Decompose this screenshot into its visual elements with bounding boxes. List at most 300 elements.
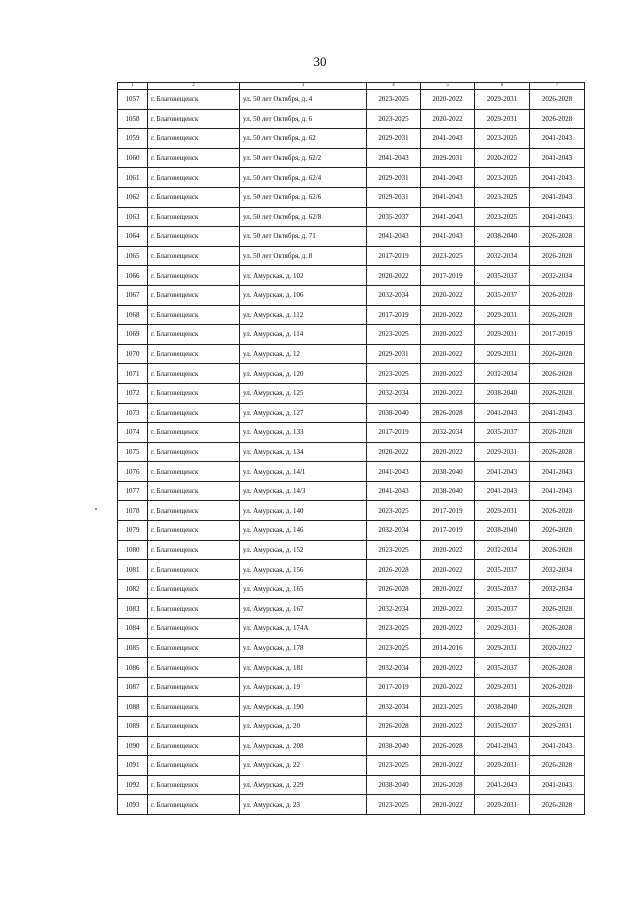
period-cell: 2020-2022 [421,285,475,305]
city-cell: г. Благовещенск [148,540,240,560]
period-cell: 2017-2019 [421,521,475,541]
address-cell: ул. Амурская, д. 133 [240,423,367,443]
period-cell: 2020-2022 [367,442,421,462]
period-cell: 2026-2028 [530,423,585,443]
column-number: 1 [118,83,148,90]
row-number: 1092 [118,775,148,795]
row-number: 1070 [118,344,148,364]
period-cell: 2026-2028 [530,540,585,560]
period-cell: 2041-2043 [421,168,475,188]
row-number: 1082 [118,579,148,599]
row-number: 1078 [118,501,148,521]
period-cell: 2029-2031 [475,638,530,658]
period-cell: 2032-2034 [421,423,475,443]
period-cell: 2020-2022 [421,619,475,639]
period-cell: 2029-2031 [421,148,475,168]
period-cell: 2041-2043 [367,148,421,168]
address-cell: ул. 50 лет Октября, д. 62/6 [240,187,367,207]
period-cell: 2026-2028 [530,795,585,815]
period-cell: 2020-2022 [421,344,475,364]
period-cell: 2026-2028 [530,697,585,717]
address-cell: ул. Амурская, д. 14/1 [240,462,367,482]
address-cell: ул. Амурская, д. 23 [240,795,367,815]
row-number: 1085 [118,638,148,658]
table-row [118,246,585,266]
period-cell: 2038-2040 [475,227,530,247]
period-cell: 2032-2034 [530,266,585,286]
period-cell: 2026-2028 [530,677,585,697]
city-cell: г. Благовещенск [148,442,240,462]
table-row [118,187,585,207]
row-number: 1091 [118,756,148,776]
period-cell: 2017-2019 [367,246,421,266]
period-cell: 2020-2022 [421,325,475,345]
address-cell: ул. Амурская, д. 114 [240,325,367,345]
period-cell: 2029-2031 [475,756,530,776]
city-cell: г. Благовещенск [148,187,240,207]
period-cell: 2029-2031 [475,677,530,697]
period-cell: 2026-2028 [530,442,585,462]
period-cell: 2026-2028 [421,775,475,795]
period-cell: 2038-2040 [421,481,475,501]
table-row [118,266,585,286]
table-row [118,795,585,815]
table-row [118,442,585,462]
row-number: 1086 [118,658,148,678]
city-cell: г. Благовещенск [148,403,240,423]
period-cell: 2035-2037 [475,658,530,678]
period-cell: 2038-2040 [475,383,530,403]
period-cell: 2032-2034 [367,285,421,305]
row-number: 1067 [118,285,148,305]
row-number: 1080 [118,540,148,560]
table-row [118,305,585,325]
address-cell: ул. Амурская, д. 106 [240,285,367,305]
period-cell: 2041-2043 [475,736,530,756]
address-cell: ул. Амурская, д. 174А [240,619,367,639]
city-cell: г. Благовещенск [148,129,240,149]
address-cell: ул. Амурская, д. 12 [240,344,367,364]
period-cell: 2023-2025 [367,109,421,129]
address-cell: ул. Амурская, д. 20 [240,717,367,737]
page-number: 30 [313,54,327,69]
city-cell: г. Благовещенск [148,305,240,325]
period-cell: 2029-2031 [367,187,421,207]
period-cell: 2026-2028 [367,560,421,580]
city-cell: г. Благовещенск [148,246,240,266]
row-number: 1073 [118,403,148,423]
address-cell: ул. Амурская, д. 134 [240,442,367,462]
city-cell: г. Благовещенск [148,481,240,501]
period-cell: 2020-2022 [475,148,530,168]
period-cell: 2026-2028 [530,658,585,678]
table-row [118,90,585,110]
period-cell: 2032-2034 [367,599,421,619]
period-cell: 2023-2025 [367,325,421,345]
address-cell: ул. Амурская, д. 120 [240,364,367,384]
address-cell: ул. Амурская, д. 22 [240,756,367,776]
period-cell: 2026-2028 [530,383,585,403]
address-cell: ул. 50 лет Октября, д. 62/2 [240,148,367,168]
period-cell: 2023-2025 [367,619,421,639]
table-row [118,599,585,619]
period-cell: 2032-2034 [367,383,421,403]
address-cell: ул. Амурская, д. 181 [240,658,367,678]
period-cell: 2029-2031 [475,325,530,345]
period-cell: 2041-2043 [367,462,421,482]
city-cell: г. Благовещенск [148,717,240,737]
period-cell: 2041-2043 [530,736,585,756]
table-row [118,717,585,737]
row-number: 1068 [118,305,148,325]
address-cell: ул. 50 лет Октября, д. 62/8 [240,207,367,227]
period-cell: 2020-2022 [421,540,475,560]
period-cell: 2041-2043 [367,227,421,247]
period-cell: 2032-2034 [530,560,585,580]
city-cell: г. Благовещенск [148,599,240,619]
period-cell: 2023-2025 [367,501,421,521]
period-cell: 2026-2028 [530,90,585,110]
period-cell: 2041-2043 [421,187,475,207]
period-cell: 2020-2022 [421,717,475,737]
row-number: 1071 [118,364,148,384]
period-cell: 2029-2031 [475,501,530,521]
period-cell: 2026-2028 [530,227,585,247]
table-row [118,403,585,423]
period-cell: 2023-2025 [421,246,475,266]
table-row [118,677,585,697]
table-row [118,207,585,227]
period-cell: 2026-2028 [421,736,475,756]
address-cell: ул. Амурская, д. 152 [240,540,367,560]
period-cell: 2035-2037 [475,717,530,737]
column-number: 3 [240,83,367,90]
period-cell: 2038-2040 [367,403,421,423]
row-number: 1065 [118,246,148,266]
period-cell: 2026-2028 [530,501,585,521]
table-row [118,481,585,501]
row-number: 1090 [118,736,148,756]
address-cell: ул. Амурская, д. 112 [240,305,367,325]
address-cell: ул. 50 лет Октября, д. 4 [240,90,367,110]
table-row [118,658,585,678]
period-cell: 2017-2019 [421,266,475,286]
table-row [118,285,585,305]
column-number: 4 [367,83,421,90]
period-cell: 2020-2022 [421,305,475,325]
period-cell: 2020-2022 [421,599,475,619]
period-cell: 2038-2040 [367,775,421,795]
address-cell: ул. Амурская, д. 102 [240,266,367,286]
period-cell: 2041-2043 [475,462,530,482]
row-number: 1076 [118,462,148,482]
row-number: 1062 [118,187,148,207]
period-cell: 2029-2031 [475,619,530,639]
table-row [118,148,585,168]
address-cell: ул. Амурская, д. 156 [240,560,367,580]
address-cell: ул. Амурская, д. 190 [240,697,367,717]
table-row [118,423,585,443]
city-cell: г. Благовещенск [148,658,240,678]
address-cell: ул. Амурская, д. 14/3 [240,481,367,501]
period-cell: 2041-2043 [421,207,475,227]
period-cell: 2029-2031 [475,795,530,815]
address-cell: ул. Амурская, д. 208 [240,736,367,756]
row-number: 1074 [118,423,148,443]
address-cell: ул. Амурская, д. 127 [240,403,367,423]
city-cell: г. Благовещенск [148,90,240,110]
table-row [118,325,585,345]
period-cell: 2023-2025 [475,187,530,207]
period-cell: 2023-2025 [367,90,421,110]
table-row [118,462,585,482]
table-row [118,109,585,129]
city-cell: г. Благовещенск [148,168,240,188]
row-number: 1079 [118,521,148,541]
period-cell: 2029-2031 [475,344,530,364]
address-cell: ул. 50 лет Октября, д. 62 [240,129,367,149]
period-cell: 2023-2025 [475,129,530,149]
city-cell: г. Благовещенск [148,285,240,305]
table-row [118,344,585,364]
period-cell: 2041-2043 [530,129,585,149]
period-cell: 2023-2025 [367,795,421,815]
period-cell: 2026-2028 [530,285,585,305]
period-cell: 2032-2034 [475,540,530,560]
address-cell: ул. Амурская, д. 167 [240,599,367,619]
schedule-table [117,82,585,815]
period-cell: 2023-2025 [475,207,530,227]
period-cell: 2029-2031 [475,442,530,462]
period-cell: 2041-2043 [530,481,585,501]
table-row [118,129,585,149]
city-cell: г. Благовещенск [148,344,240,364]
row-number: 1057 [118,90,148,110]
row-number: 1072 [118,383,148,403]
city-cell: г. Благовещенск [148,383,240,403]
row-number: 1089 [118,717,148,737]
table-row [118,501,585,521]
address-cell: ул. Амурская, д. 165 [240,579,367,599]
period-cell: 2029-2031 [475,305,530,325]
period-cell: 2023-2025 [367,756,421,776]
column-number: 6 [475,83,530,90]
city-cell: г. Благовещенск [148,756,240,776]
city-cell: г. Благовещенск [148,677,240,697]
period-cell: 2041-2043 [475,481,530,501]
column-number: 7 [530,83,585,90]
period-cell: 2020-2022 [421,795,475,815]
period-cell: 2032-2034 [475,246,530,266]
row-number: 1093 [118,795,148,815]
table-row [118,697,585,717]
address-cell: ул. 50 лет Октября, д. 8 [240,246,367,266]
address-cell: ул. Амурская, д. 125 [240,383,367,403]
city-cell: г. Благовещенск [148,109,240,129]
period-cell: 2020-2022 [421,677,475,697]
period-cell: 2035-2037 [475,423,530,443]
table-row [118,521,585,541]
period-cell: 2029-2031 [475,109,530,129]
city-cell: г. Благовещенск [148,579,240,599]
city-cell: г. Благовещенск [148,364,240,384]
table-row [118,619,585,639]
address-cell: ул. 50 лет Октября, д. 71 [240,227,367,247]
row-number: 1061 [118,168,148,188]
table-row [118,540,585,560]
column-number: 5 [421,83,475,90]
period-cell: 2041-2043 [475,403,530,423]
address-cell: ул. Амурская, д. 229 [240,775,367,795]
period-cell: 2020-2022 [421,658,475,678]
period-cell: 2026-2028 [530,599,585,619]
period-cell: 2029-2031 [367,168,421,188]
period-cell: 2014-2016 [421,638,475,658]
table-row [118,383,585,403]
period-cell: 2020-2022 [421,756,475,776]
period-cell: 2020-2022 [367,266,421,286]
address-cell: ул. Амурская, д. 140 [240,501,367,521]
city-cell: г. Благовещенск [148,462,240,482]
city-cell: г. Благовещенск [148,501,240,521]
period-cell: 2017-2019 [367,305,421,325]
row-number: 1084 [118,619,148,639]
period-cell: 2041-2043 [530,148,585,168]
period-cell: 2017-2019 [530,325,585,345]
period-cell: 2035-2037 [475,266,530,286]
row-number: 1083 [118,599,148,619]
address-cell: ул. 50 лет Октября, д. 6 [240,109,367,129]
table-row [118,756,585,776]
period-cell: 2041-2043 [475,775,530,795]
period-cell: 2023-2025 [421,697,475,717]
scan-speck [95,508,97,510]
period-cell: 2041-2043 [421,129,475,149]
period-cell: 2029-2031 [475,90,530,110]
period-cell: 2026-2028 [530,364,585,384]
period-cell: 2041-2043 [530,207,585,227]
period-cell: 2026-2028 [367,579,421,599]
period-cell: 2041-2043 [530,168,585,188]
row-number: 1063 [118,207,148,227]
table-row [118,168,585,188]
row-number: 1077 [118,481,148,501]
column-number-row [118,83,585,90]
period-cell: 2041-2043 [421,227,475,247]
period-cell: 2020-2022 [421,442,475,462]
period-cell: 2035-2037 [475,579,530,599]
period-cell: 2020-2022 [421,383,475,403]
city-cell: г. Благовещенск [148,227,240,247]
table-row [118,579,585,599]
period-cell: 2023-2025 [475,168,530,188]
row-number: 1075 [118,442,148,462]
column-number: 2 [148,83,240,90]
row-number: 1069 [118,325,148,345]
row-number: 1059 [118,129,148,149]
city-cell: г. Благовещенск [148,775,240,795]
period-cell: 2026-2028 [530,109,585,129]
period-cell: 2026-2028 [530,521,585,541]
period-cell: 2020-2022 [421,90,475,110]
period-cell: 2023-2025 [367,540,421,560]
period-cell: 2026-2028 [367,717,421,737]
period-cell: 2020-2022 [421,560,475,580]
period-cell: 2041-2043 [530,775,585,795]
period-cell: 2023-2025 [367,364,421,384]
period-cell: 2032-2034 [530,579,585,599]
period-cell: 2026-2028 [530,344,585,364]
city-cell: г. Благовещенск [148,325,240,345]
table-row [118,775,585,795]
city-cell: г. Благовещенск [148,423,240,443]
period-cell: 2017-2019 [367,423,421,443]
period-cell: 2035-2037 [475,599,530,619]
city-cell: г. Благовещенск [148,266,240,286]
table-row [118,364,585,384]
period-cell: 2032-2034 [367,521,421,541]
period-cell: 2020-2022 [421,109,475,129]
period-cell: 2023-2025 [367,638,421,658]
period-cell: 2038-2040 [421,462,475,482]
row-number: 1087 [118,677,148,697]
row-number: 1066 [118,266,148,286]
period-cell: 2032-2034 [475,364,530,384]
period-cell: 2020-2022 [421,364,475,384]
period-cell: 2026-2028 [530,305,585,325]
city-cell: г. Благовещенск [148,736,240,756]
city-cell: г. Благовещенск [148,521,240,541]
period-cell: 2026-2028 [421,403,475,423]
city-cell: г. Благовещенск [148,619,240,639]
address-cell: ул. Амурская, д. 19 [240,677,367,697]
table-row [118,227,585,247]
row-number: 1088 [118,697,148,717]
period-cell: 2029-2031 [530,717,585,737]
period-cell: 2026-2028 [530,246,585,266]
row-number: 1060 [118,148,148,168]
period-cell: 2026-2028 [530,619,585,639]
period-cell: 2020-2022 [421,579,475,599]
period-cell: 2032-2034 [367,697,421,717]
row-number: 1081 [118,560,148,580]
address-cell: ул. 50 лет Октября, д. 62/4 [240,168,367,188]
period-cell: 2035-2037 [367,207,421,227]
city-cell: г. Благовещенск [148,207,240,227]
period-cell: 2041-2043 [530,187,585,207]
period-cell: 2038-2040 [475,697,530,717]
period-cell: 2020-2022 [530,638,585,658]
period-cell: 2041-2043 [367,481,421,501]
city-cell: г. Благовещенск [148,697,240,717]
period-cell: 2032-2034 [367,658,421,678]
period-cell: 2035-2037 [475,560,530,580]
period-cell: 2038-2040 [367,736,421,756]
period-cell: 2029-2031 [367,129,421,149]
period-cell: 2035-2037 [475,285,530,305]
row-number: 1064 [118,227,148,247]
table-row [118,638,585,658]
period-cell: 2026-2028 [530,756,585,776]
table-row [118,560,585,580]
row-number: 1058 [118,109,148,129]
city-cell: г. Благовещенск [148,795,240,815]
period-cell: 2038-2040 [475,521,530,541]
period-cell: 2017-2019 [367,677,421,697]
period-cell: 2041-2043 [530,403,585,423]
city-cell: г. Благовещенск [148,638,240,658]
city-cell: г. Благовещенск [148,560,240,580]
